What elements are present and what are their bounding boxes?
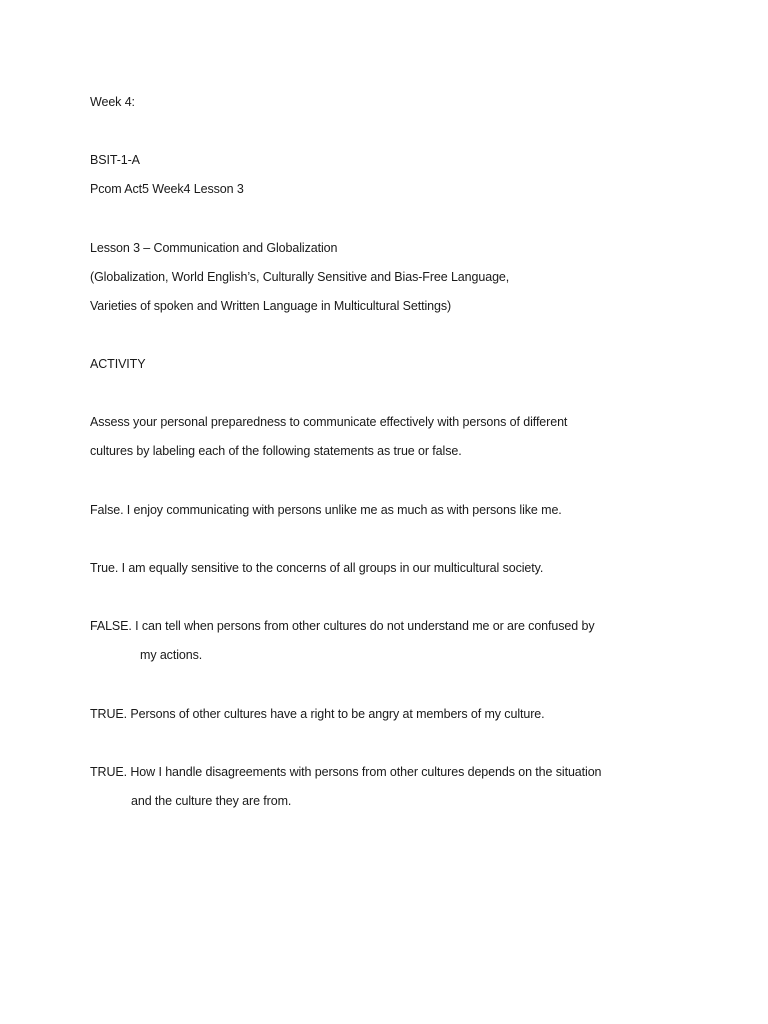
instructions-line-2: cultures by labeling each of the following statements as true or false. bbox=[90, 444, 462, 458]
week-label: Week 4: bbox=[90, 95, 135, 109]
statement-2: True. I am equally sensitive to the concerns of all groups in our multicultural society. bbox=[90, 561, 544, 575]
statement-3: FALSE. I can tell when persons from other cultures do not understand me or are confused by bbox=[90, 619, 595, 633]
instructions-line-1: Assess your personal preparedness to communicate effectively with persons of different bbox=[90, 415, 568, 429]
statement-4: TRUE. Persons of other cultures have a right to be angry at members of my culture. bbox=[90, 707, 545, 721]
statement-5-continuation: and the culture they are from. bbox=[131, 794, 292, 808]
statement-1: False. I enjoy communicating with persons unlike me as much as with persons like me. bbox=[90, 503, 562, 517]
lesson-title: Lesson 3 – Communication and Globalization bbox=[90, 241, 338, 255]
lesson-topics-line-1: (Globalization, World English’s, Culturally Sensitive and Bias-Free Language, bbox=[90, 270, 510, 284]
lesson-topics-line-2: Varieties of spoken and Written Language in Multicultural Settings) bbox=[90, 299, 452, 313]
section-label: BSIT-1-A bbox=[90, 153, 140, 167]
activity-heading: ACTIVITY bbox=[90, 357, 146, 371]
activity-code: Pcom Act5 Week4 Lesson 3 bbox=[90, 182, 244, 196]
statement-3-continuation: my actions. bbox=[140, 648, 203, 662]
statement-5: TRUE. How I handle disagreements with persons from other cultures depends on the situation bbox=[90, 765, 602, 779]
